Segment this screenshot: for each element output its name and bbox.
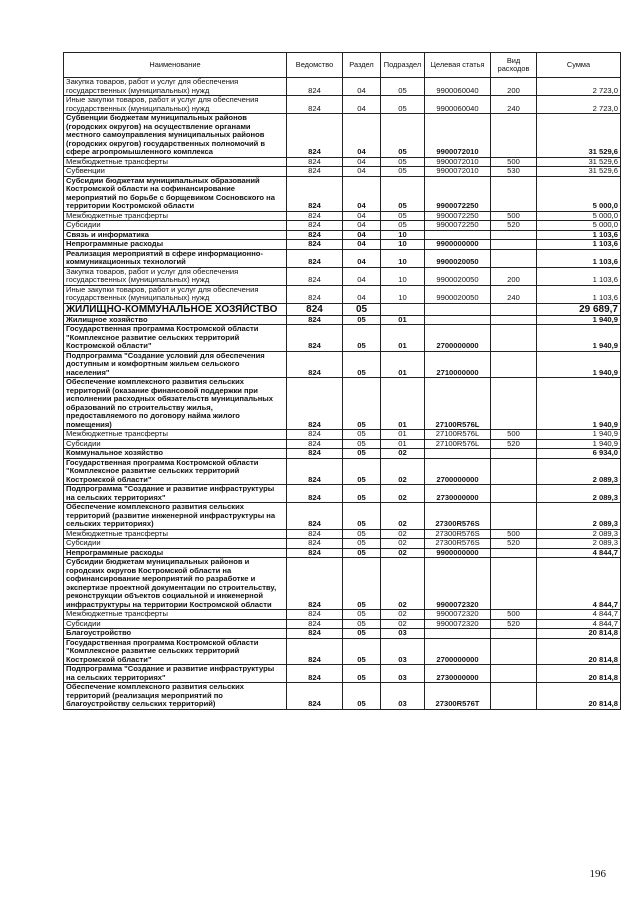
row-name-cell: Обеспечение комплексного развития сельских территорий (оказание финансовой поддержки при исполнении расходных обязательств муниципальных образований по строительству жилья, предоставляемого по договору найма жилого помещения) (64, 378, 287, 430)
row-department-cell: 824 (287, 485, 343, 503)
row-name-cell: Субвенции (64, 167, 287, 177)
row-subsection-cell: 05 (381, 211, 425, 221)
row-expense-type-cell (491, 114, 537, 158)
table-row (64, 249, 621, 267)
table-row (64, 114, 621, 158)
row-amount-cell: 1 940,9 (537, 351, 621, 378)
row-section-cell: 05 (343, 610, 381, 620)
row-expense-type-cell (491, 503, 537, 530)
row-subsection-cell: 05 (381, 114, 425, 158)
row-amount-cell: 2 089,3 (537, 485, 621, 503)
table-row (64, 378, 621, 430)
row-section-cell: 05 (343, 558, 381, 610)
row-expense-type-cell (491, 351, 537, 378)
row-target-item-cell: 9900072320 (425, 619, 491, 629)
row-section-cell: 05 (343, 539, 381, 549)
row-department-cell: 824 (287, 430, 343, 440)
row-expense-type-cell: 240 (491, 285, 537, 303)
row-target-item-cell: 2700000000 (425, 458, 491, 485)
row-subsection-cell: 01 (381, 315, 425, 325)
row-amount-cell: 1 940,9 (537, 439, 621, 449)
table-row (64, 267, 621, 285)
row-name-cell: Реализация мероприятий в сфере информационно-коммуникационных технологий (64, 249, 287, 267)
row-department-cell: 824 (287, 167, 343, 177)
row-section-cell: 05 (343, 449, 381, 459)
row-section-cell: 04 (343, 240, 381, 250)
row-expense-type-cell: 520 (491, 539, 537, 549)
table-row (64, 315, 621, 325)
row-department-cell: 824 (287, 638, 343, 665)
row-name-cell: Субсидии (64, 439, 287, 449)
row-name-cell: Закупка товаров, работ и услуг для обеспечения государственных (муниципальных) нужд (64, 267, 287, 285)
row-subsection-cell: 01 (381, 439, 425, 449)
row-target-item-cell (425, 315, 491, 325)
table-row (64, 211, 621, 221)
row-name-cell: ЖИЛИЩНО-КОММУНАЛЬНОЕ ХОЗЯЙСТВО (64, 303, 287, 315)
row-section-cell: 04 (343, 78, 381, 96)
table-row (64, 351, 621, 378)
row-department-cell: 824 (287, 230, 343, 240)
row-amount-cell: 2 089,3 (537, 539, 621, 549)
row-department-cell: 824 (287, 285, 343, 303)
row-department-cell: 824 (287, 439, 343, 449)
row-target-item-cell: 27300R576T (425, 683, 491, 710)
row-subsection-cell: 01 (381, 325, 425, 352)
row-amount-cell: 6 934,0 (537, 449, 621, 459)
row-subsection-cell: 02 (381, 558, 425, 610)
row-expense-type-cell (491, 249, 537, 267)
row-target-item-cell: 2710000000 (425, 351, 491, 378)
row-target-item-cell: 27300R576S (425, 529, 491, 539)
row-expense-type-cell (491, 558, 537, 610)
row-target-item-cell: 27100R576L (425, 430, 491, 440)
row-department-cell: 824 (287, 267, 343, 285)
row-name-cell: Закупка товаров, работ и услуг для обеспечения государственных (муниципальных) нужд (64, 78, 287, 96)
row-name-cell: Межбюджетные трансферты (64, 157, 287, 167)
row-section-cell: 04 (343, 167, 381, 177)
row-target-item-cell: 9900072250 (425, 211, 491, 221)
row-expense-type-cell (491, 665, 537, 683)
table-row (64, 610, 621, 620)
row-department-cell: 824 (287, 96, 343, 114)
table-row (64, 449, 621, 459)
row-expense-type-cell (491, 485, 537, 503)
row-expense-type-cell: 500 (491, 211, 537, 221)
table-row (64, 485, 621, 503)
row-amount-cell: 2 723,0 (537, 96, 621, 114)
row-department-cell: 824 (287, 249, 343, 267)
table-row (64, 439, 621, 449)
row-section-cell: 05 (343, 378, 381, 430)
row-name-cell: Межбюджетные трансферты (64, 529, 287, 539)
row-subsection-cell: 10 (381, 240, 425, 250)
row-name-cell: Подпрограмма "Создание условий для обеспечения доступным и комфортным жильем сельского населения" (64, 351, 287, 378)
row-department-cell: 824 (287, 610, 343, 620)
row-department-cell: 824 (287, 315, 343, 325)
row-section-cell: 05 (343, 619, 381, 629)
table-row (64, 430, 621, 440)
row-name-cell: Субсидии (64, 619, 287, 629)
row-amount-cell: 31 529,6 (537, 167, 621, 177)
row-name-cell: Подпрограмма "Создание и развитие инфраструктуры на сельских территориях" (64, 485, 287, 503)
row-name-cell: Иные закупки товаров, работ и услуг для обеспечения государственных (муниципальных) нужд (64, 96, 287, 114)
row-subsection-cell: 10 (381, 285, 425, 303)
table-row (64, 325, 621, 352)
row-department-cell: 824 (287, 378, 343, 430)
row-amount-cell: 2 089,3 (537, 529, 621, 539)
row-target-item-cell: 2730000000 (425, 665, 491, 683)
row-subsection-cell: 03 (381, 629, 425, 639)
table-row (64, 157, 621, 167)
row-department-cell: 824 (287, 176, 343, 211)
row-target-item-cell: 9900020050 (425, 285, 491, 303)
row-department-cell: 824 (287, 78, 343, 96)
row-target-item-cell: 9900000000 (425, 548, 491, 558)
row-target-item-cell: 27300R576S (425, 539, 491, 549)
row-target-item-cell: 2700000000 (425, 638, 491, 665)
row-amount-cell: 1 940,9 (537, 378, 621, 430)
row-name-cell: Субсидии (64, 539, 287, 549)
row-amount-cell: 2 089,3 (537, 458, 621, 485)
table-row (64, 529, 621, 539)
row-subsection-cell (381, 303, 425, 315)
row-amount-cell: 4 844,7 (537, 558, 621, 610)
row-amount-cell: 1 103,6 (537, 240, 621, 250)
column-header-expense-type: Вид расходов (491, 53, 537, 78)
table-row (64, 285, 621, 303)
row-section-cell: 05 (343, 503, 381, 530)
column-header-department: Ведомство (287, 53, 343, 78)
row-expense-type-cell: 520 (491, 221, 537, 231)
row-department-cell: 824 (287, 458, 343, 485)
row-expense-type-cell (491, 378, 537, 430)
row-target-item-cell: 9900060040 (425, 78, 491, 96)
row-amount-cell: 1 103,6 (537, 230, 621, 240)
row-amount-cell: 29 689,7 (537, 303, 621, 315)
row-subsection-cell: 05 (381, 167, 425, 177)
row-section-cell: 05 (343, 629, 381, 639)
row-amount-cell: 5 000,0 (537, 221, 621, 231)
row-subsection-cell: 05 (381, 157, 425, 167)
row-amount-cell: 1 940,9 (537, 430, 621, 440)
row-amount-cell: 31 529,6 (537, 157, 621, 167)
row-section-cell: 04 (343, 114, 381, 158)
row-department-cell: 824 (287, 449, 343, 459)
table-row (64, 303, 621, 315)
row-name-cell: Субсидии бюджетам муниципальных районов и городских округов Костромской области на софинансирование мероприятий по разработке и экспертизе проектной документации по строительству, реконструкции объектов социальной и инженерной инфраструктуры на территории Костромской области (64, 558, 287, 610)
row-department-cell: 824 (287, 629, 343, 639)
row-name-cell: Благоустройство (64, 629, 287, 639)
row-subsection-cell: 05 (381, 176, 425, 211)
row-subsection-cell: 02 (381, 548, 425, 558)
row-expense-type-cell (491, 629, 537, 639)
row-section-cell: 04 (343, 176, 381, 211)
row-section-cell: 05 (343, 303, 381, 315)
row-target-item-cell (425, 629, 491, 639)
row-expense-type-cell (491, 638, 537, 665)
row-subsection-cell: 01 (381, 351, 425, 378)
row-department-cell: 824 (287, 157, 343, 167)
row-subsection-cell: 02 (381, 485, 425, 503)
row-name-cell: Непрограммные расходы (64, 548, 287, 558)
row-section-cell: 04 (343, 221, 381, 231)
row-amount-cell: 5 000,0 (537, 211, 621, 221)
row-name-cell: Обеспечение комплексного развития сельских территорий (реализация мероприятий по благоустройству сельских территорий) (64, 683, 287, 710)
row-department-cell: 824 (287, 114, 343, 158)
row-subsection-cell: 01 (381, 378, 425, 430)
row-target-item-cell: 27300R576S (425, 503, 491, 530)
row-department-cell: 824 (287, 240, 343, 250)
table-row (64, 240, 621, 250)
table-header-row (64, 53, 621, 78)
row-amount-cell: 20 814,8 (537, 683, 621, 710)
row-department-cell: 824 (287, 665, 343, 683)
row-subsection-cell: 02 (381, 619, 425, 629)
row-target-item-cell: 9900072250 (425, 221, 491, 231)
row-expense-type-cell (491, 449, 537, 459)
row-name-cell: Жилищное хозяйство (64, 315, 287, 325)
row-amount-cell: 20 814,8 (537, 629, 621, 639)
row-expense-type-cell: 500 (491, 529, 537, 539)
row-name-cell: Государственная программа Костромской области "Комплексное развитие сельских территорий Костромской области" (64, 638, 287, 665)
row-department-cell: 824 (287, 529, 343, 539)
row-subsection-cell: 05 (381, 96, 425, 114)
row-expense-type-cell (491, 683, 537, 710)
row-expense-type-cell: 500 (491, 610, 537, 620)
row-amount-cell: 20 814,8 (537, 638, 621, 665)
row-name-cell: Подпрограмма "Создание и развитие инфраструктуры на сельских территориях" (64, 665, 287, 683)
row-target-item-cell: 9900020050 (425, 267, 491, 285)
table-row (64, 176, 621, 211)
row-expense-type-cell (491, 303, 537, 315)
row-amount-cell: 1 940,9 (537, 315, 621, 325)
row-department-cell: 824 (287, 303, 343, 315)
row-amount-cell: 20 814,8 (537, 665, 621, 683)
row-section-cell: 05 (343, 325, 381, 352)
row-target-item-cell: 9900072010 (425, 167, 491, 177)
row-subsection-cell: 05 (381, 221, 425, 231)
row-target-item-cell: 9900072320 (425, 610, 491, 620)
table-row (64, 683, 621, 710)
table-row (64, 78, 621, 96)
row-name-cell: Государственная программа Костромской области "Комплексное развитие сельских территорий Костромской области" (64, 325, 287, 352)
row-section-cell: 05 (343, 683, 381, 710)
row-expense-type-cell: 200 (491, 267, 537, 285)
table-row (64, 221, 621, 231)
table-row (64, 619, 621, 629)
row-amount-cell: 1 103,6 (537, 267, 621, 285)
row-name-cell: Межбюджетные трансферты (64, 610, 287, 620)
row-subsection-cell: 02 (381, 449, 425, 459)
row-section-cell: 04 (343, 211, 381, 221)
budget-table (63, 52, 621, 710)
column-header-target-item: Целевая статья (425, 53, 491, 78)
row-subsection-cell: 02 (381, 503, 425, 530)
row-target-item-cell: 27100R576L (425, 378, 491, 430)
row-subsection-cell: 01 (381, 430, 425, 440)
row-expense-type-cell (491, 458, 537, 485)
row-target-item-cell: 9900000000 (425, 240, 491, 250)
row-amount-cell: 2 723,0 (537, 78, 621, 96)
table-row (64, 638, 621, 665)
page-number: 196 (589, 868, 606, 880)
table-row (64, 665, 621, 683)
table-row (64, 629, 621, 639)
row-target-item-cell (425, 449, 491, 459)
row-expense-type-cell (491, 176, 537, 211)
row-section-cell: 04 (343, 230, 381, 240)
row-name-cell: Субсидии (64, 221, 287, 231)
row-section-cell: 04 (343, 96, 381, 114)
table-body (64, 78, 621, 710)
row-amount-cell: 31 529,6 (537, 114, 621, 158)
row-amount-cell: 5 000,0 (537, 176, 621, 211)
row-department-cell: 824 (287, 221, 343, 231)
table-row (64, 539, 621, 549)
row-section-cell: 05 (343, 315, 381, 325)
row-amount-cell: 1 940,9 (537, 325, 621, 352)
row-name-cell: Связь и информатика (64, 230, 287, 240)
column-header-section: Раздел (343, 53, 381, 78)
row-expense-type-cell (491, 325, 537, 352)
row-subsection-cell: 10 (381, 267, 425, 285)
row-target-item-cell (425, 303, 491, 315)
row-department-cell: 824 (287, 503, 343, 530)
row-target-item-cell: 9900072320 (425, 558, 491, 610)
row-subsection-cell: 02 (381, 458, 425, 485)
column-header-amount: Сумма (537, 53, 621, 78)
row-name-cell: Непрограммные расходы (64, 240, 287, 250)
row-department-cell: 824 (287, 351, 343, 378)
row-expense-type-cell: 200 (491, 78, 537, 96)
row-section-cell: 05 (343, 430, 381, 440)
row-section-cell: 05 (343, 665, 381, 683)
row-section-cell: 05 (343, 548, 381, 558)
row-name-cell: Иные закупки товаров, работ и услуг для обеспечения государственных (муниципальных) нужд (64, 285, 287, 303)
row-target-item-cell: 9900072010 (425, 157, 491, 167)
row-section-cell: 04 (343, 285, 381, 303)
row-expense-type-cell (491, 240, 537, 250)
column-header-subsection: Подраздел (381, 53, 425, 78)
row-section-cell: 05 (343, 439, 381, 449)
table-row (64, 558, 621, 610)
row-expense-type-cell: 240 (491, 96, 537, 114)
table-row (64, 458, 621, 485)
row-section-cell: 05 (343, 458, 381, 485)
table-row (64, 548, 621, 558)
row-amount-cell: 4 844,7 (537, 610, 621, 620)
row-target-item-cell: 9900060040 (425, 96, 491, 114)
budget-table-container (63, 52, 620, 710)
row-department-cell: 824 (287, 683, 343, 710)
row-subsection-cell: 02 (381, 529, 425, 539)
row-name-cell: Коммунальное хозяйство (64, 449, 287, 459)
row-department-cell: 824 (287, 325, 343, 352)
row-expense-type-cell: 520 (491, 439, 537, 449)
row-amount-cell: 4 844,7 (537, 548, 621, 558)
row-section-cell: 04 (343, 249, 381, 267)
row-target-item-cell: 2730000000 (425, 485, 491, 503)
row-department-cell: 824 (287, 619, 343, 629)
row-section-cell: 05 (343, 529, 381, 539)
row-expense-type-cell (491, 230, 537, 240)
table-row (64, 230, 621, 240)
row-target-item-cell: 27100R576L (425, 439, 491, 449)
row-target-item-cell: 9900020050 (425, 249, 491, 267)
row-expense-type-cell: 500 (491, 430, 537, 440)
row-amount-cell: 1 103,6 (537, 249, 621, 267)
table-row (64, 96, 621, 114)
row-name-cell: Межбюджетные трансферты (64, 430, 287, 440)
row-department-cell: 824 (287, 548, 343, 558)
row-amount-cell: 4 844,7 (537, 619, 621, 629)
row-section-cell: 05 (343, 485, 381, 503)
row-department-cell: 824 (287, 211, 343, 221)
row-expense-type-cell: 530 (491, 167, 537, 177)
row-expense-type-cell: 500 (491, 157, 537, 167)
row-target-item-cell: 9900072010 (425, 114, 491, 158)
row-subsection-cell: 10 (381, 230, 425, 240)
row-subsection-cell: 03 (381, 638, 425, 665)
row-department-cell: 824 (287, 539, 343, 549)
column-header-name: Наименование (64, 53, 287, 78)
row-section-cell: 04 (343, 267, 381, 285)
row-subsection-cell: 03 (381, 665, 425, 683)
row-subsection-cell: 02 (381, 610, 425, 620)
row-section-cell: 05 (343, 638, 381, 665)
row-expense-type-cell (491, 315, 537, 325)
row-section-cell: 04 (343, 157, 381, 167)
row-name-cell: Субсидии бюджетам муниципальных образований Костромской области на софинансирование мероприятий по борьбе с борщевиком Сосновского на территории Костромской области (64, 176, 287, 211)
row-subsection-cell: 05 (381, 78, 425, 96)
row-target-item-cell (425, 230, 491, 240)
row-name-cell: Государственная программа Костромской области "Комплексное развитие сельских территорий Костромской области" (64, 458, 287, 485)
row-target-item-cell: 9900072250 (425, 176, 491, 211)
row-subsection-cell: 02 (381, 539, 425, 549)
row-amount-cell: 1 103,6 (537, 285, 621, 303)
table-row (64, 503, 621, 530)
row-amount-cell: 2 089,3 (537, 503, 621, 530)
row-target-item-cell: 2700000000 (425, 325, 491, 352)
row-expense-type-cell (491, 548, 537, 558)
row-expense-type-cell: 520 (491, 619, 537, 629)
row-department-cell: 824 (287, 558, 343, 610)
row-name-cell: Субвенции бюджетам муниципальных районов (городских округов) на осуществление органами местного самоуправления муниципальных районов (городских округов) государственных полномочий в сфере агропромышленного комплекса (64, 114, 287, 158)
row-name-cell: Обеспечение комплексного развития сельских территорий (развитие инженерной инфраструктуры на сельских территориях) (64, 503, 287, 530)
row-section-cell: 05 (343, 351, 381, 378)
row-subsection-cell: 10 (381, 249, 425, 267)
row-name-cell: Межбюджетные трансферты (64, 211, 287, 221)
row-subsection-cell: 03 (381, 683, 425, 710)
table-row (64, 167, 621, 177)
